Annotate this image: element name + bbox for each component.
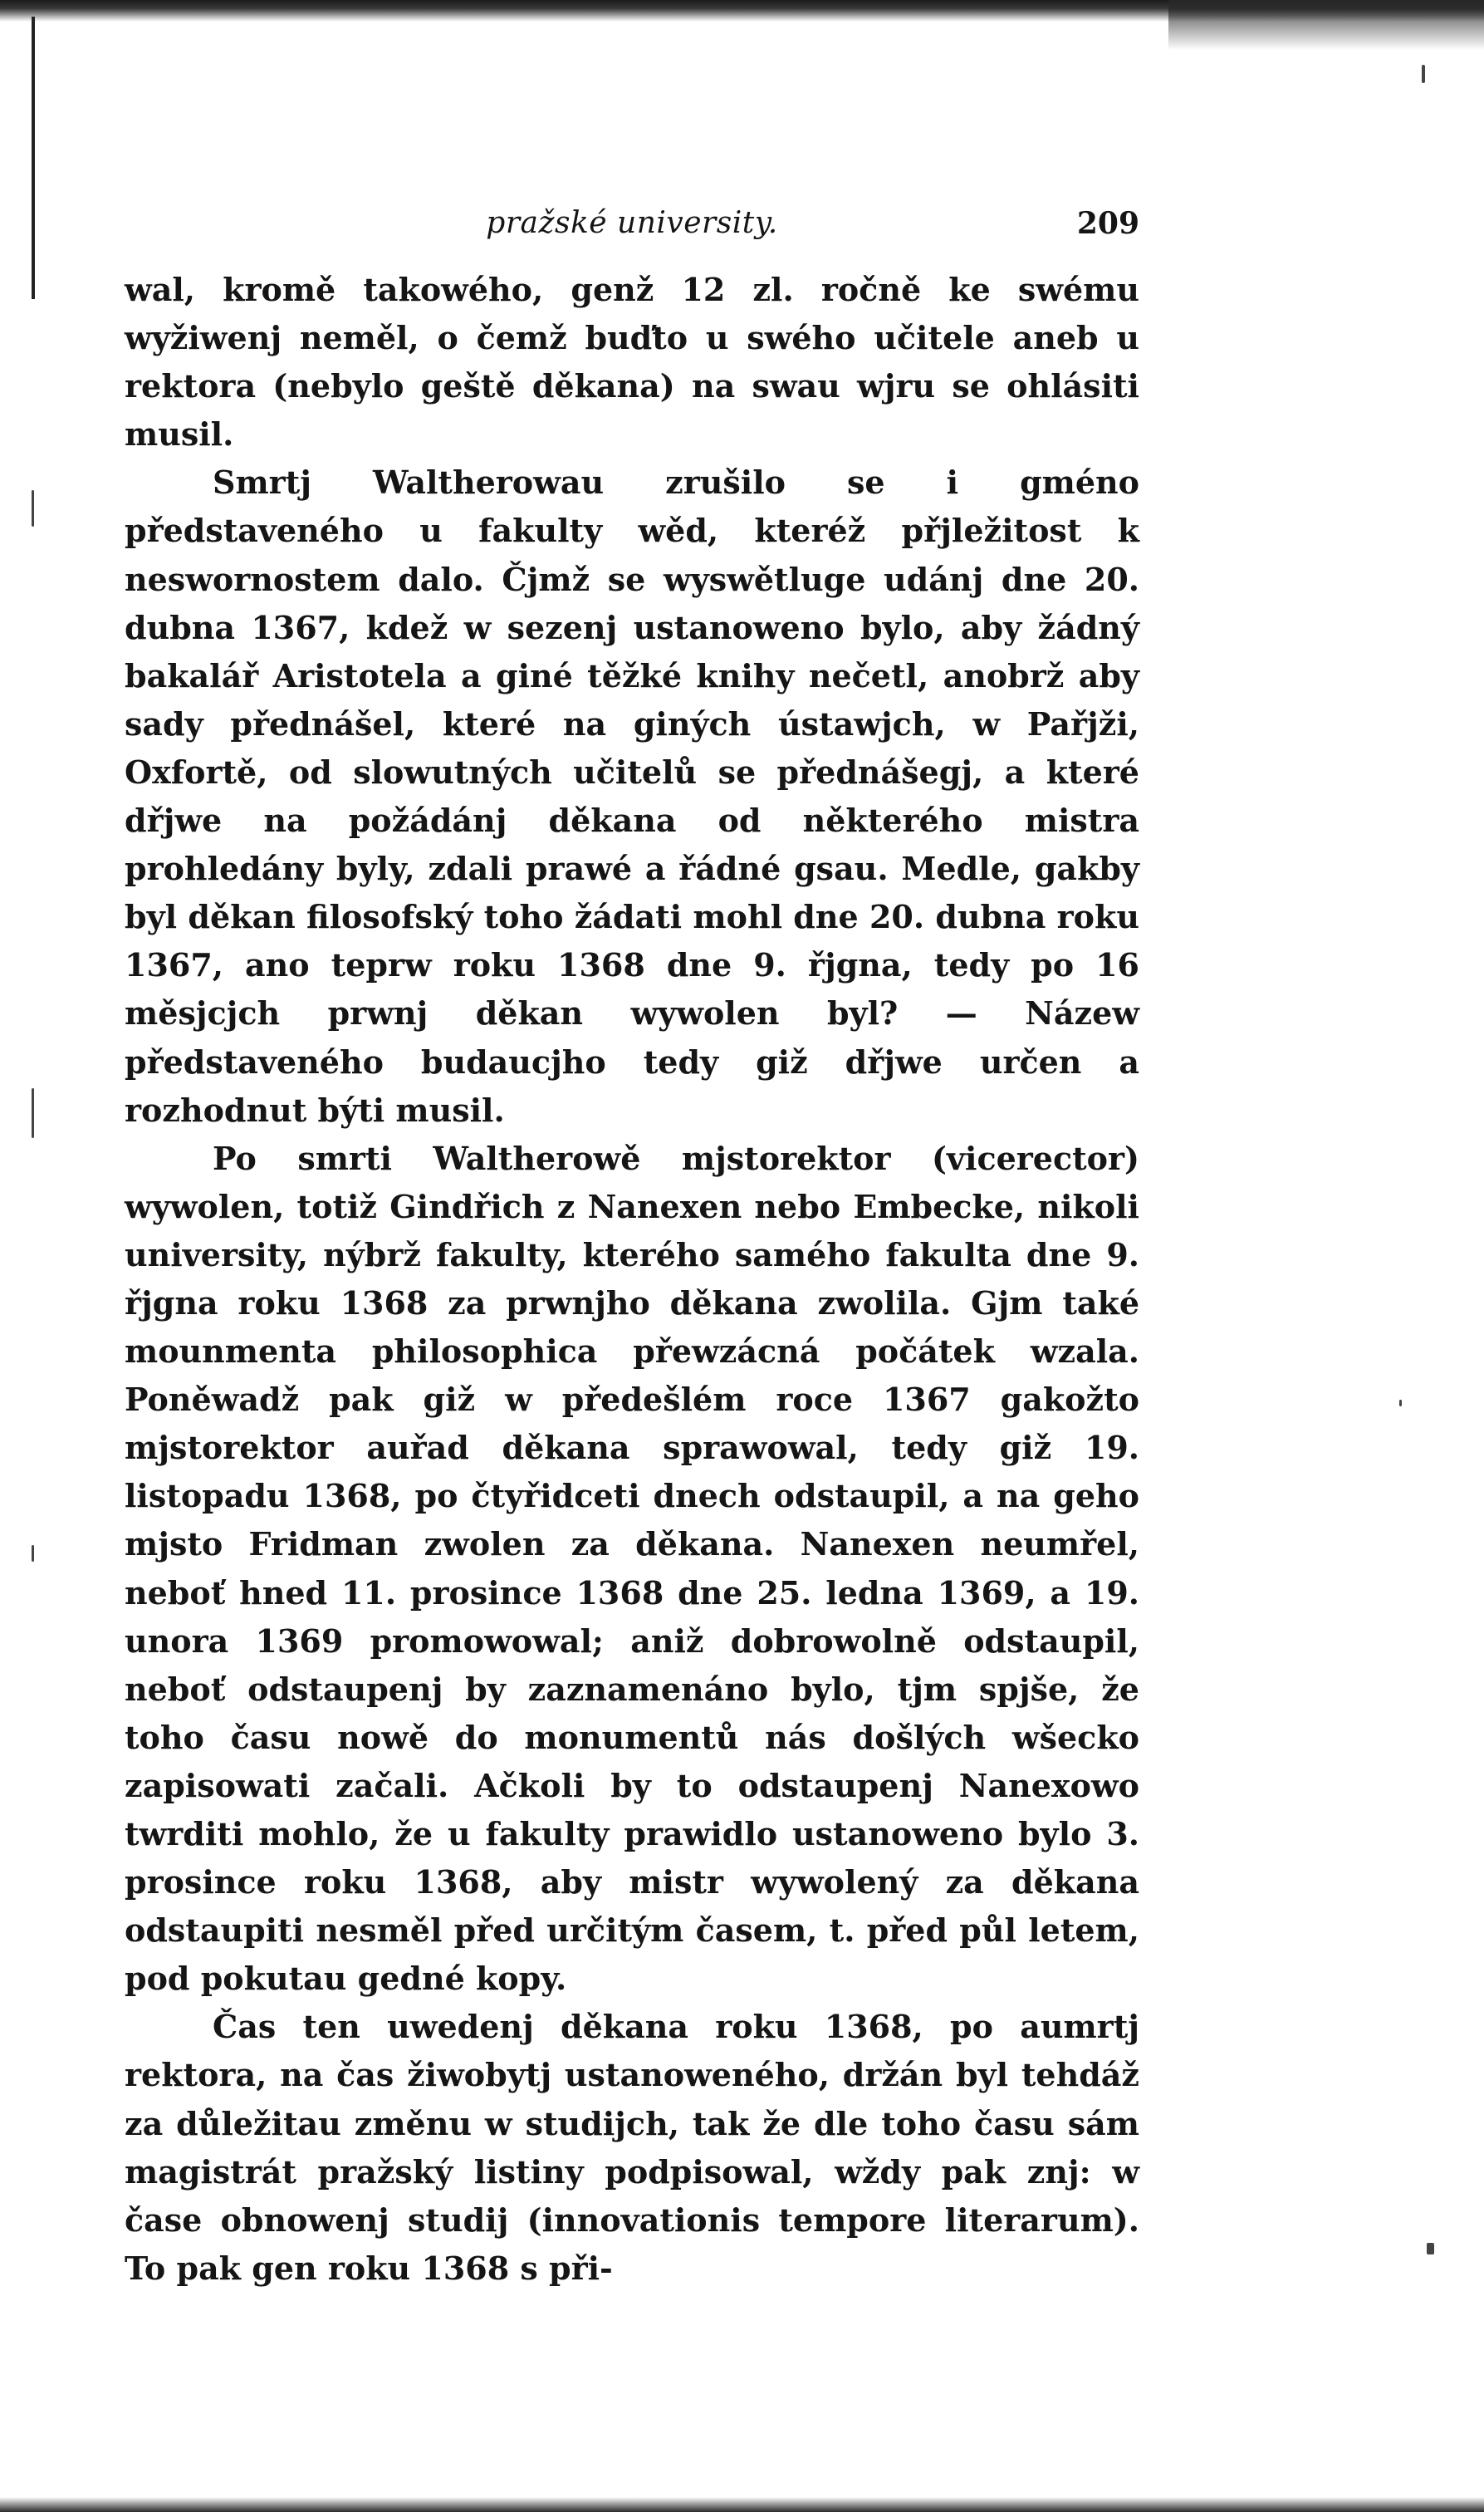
paragraph: Smrtj Waltherowau zrušilo se i gméno představeného u fakulty wěd, kteréž přjležitost k neswornostem dalo. Čjmž se wyswětluge udánj dne 20. dubna 1367, kdež w sezenj ustanoweno bylo, aby žádný bakalář Aristotela a giné těžké knihy nečetl, anobrž aby sady přednášel, které na giných ústawjch, w Pařjži, Oxfortě, od slowutných učitelů se přednášegj, a které dřjwe na požádánj děkana od některého mistra prohledány byly, zdali prawé a řádné gsau. Medle, gakby byl děkan filosofský toho žádati mohl dne 20. dubna roku 1367, ano teprw roku 1368 dne 9. řjgna, tedy po 16 měsjcjch prwnj děkan wywolen byl? — Názew představeného budaucjho tedy giž dřjwe určen a rozhodnut býti musil. — [125, 464, 1139, 1129]
body-text — [125, 266, 1139, 2293]
paragraph: wal, kromě takowého, genž 12 zl. ročně ke swému wyžiwenj neměl, o čemž buďto u swého učitele aneb u rektora (nebylo geště děkana) na swau wjru se ohlásiti musil. — [125, 271, 1139, 454]
page-number: 209 — [1076, 206, 1139, 241]
scan-speck — [32, 1545, 34, 1562]
scan-bottom-edge — [0, 2497, 1484, 2512]
scan-speck — [32, 490, 34, 527]
running-title: pražské university. — [486, 206, 778, 240]
scan-speck — [1422, 65, 1425, 83]
paragraph: Po smrti Waltherowě mjstorektor (vicerector) wywolen, totiž Gindřich z Nanexen nebo Embecke, nikoli university, nýbrž fakulty, kterého samého fakulta dne 9. řjgna roku 1368 za prwnjho děkana zwolila. Gjm také mounmenta philosophica přewzácná počátek wzala. Poněwadž pak giž w předešlém roce 1367 gakožto mjstorektor auřad děkana sprawowal, tedy giž 19. listopadu 1368, po čtyřidceti dnech odstaupil, a na geho mjsto Fridman zwolen za děkana. Nanexen neumřel, neboť hned 11. prosince 1368 dne 25. ledna 1369, a 19. unora 1369 promowowal; aniž dobrowolně odstaupil, neboť odstaupenj by zaznamenáno bylo, tjm spjše, že toho času nowě do monumentů nás došlých wšecko zapisowati začali. Ačkoli by to odstaupenj Nanexowo twrditi mohlo, že u fakulty prawidlo ustanoweno bylo 3. prosince roku 1368, aby mistr wywolený za děkana odstaupiti nesměl před určitým časem, t. před půl letem, pod pokutau gedné kopy. — [125, 1139, 1139, 1998]
scan-speck — [1399, 1400, 1402, 1406]
scan-top-right-shadow — [1168, 0, 1484, 50]
scan-speck — [32, 1088, 34, 1138]
scan-speck — [1427, 2243, 1434, 2254]
page-header — [125, 206, 1139, 248]
scan-left-rule — [32, 17, 35, 299]
paragraph: Čas ten uwedenj děkana roku 1368, po aumrtj rektora, na čas žiwobytj ustanoweného, držán byl tehdáž za důležitau změnu w studijch, tak že dle toho času sám magistrát pražský listiny podpisowal, wždy pak znj: w čase obnowenj studij (innovationis tempore literarum). To pak gen roku 1368 s při- — [125, 2008, 1139, 2287]
